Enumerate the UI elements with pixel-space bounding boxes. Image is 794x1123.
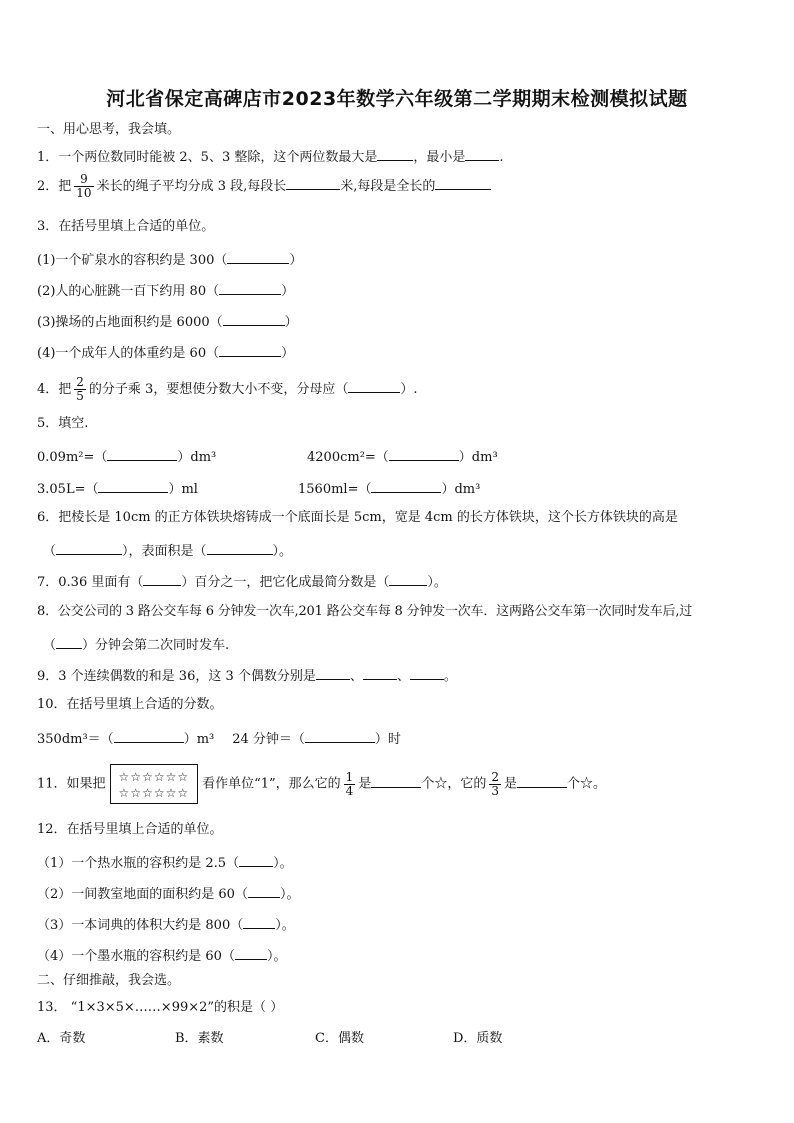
answer-blank[interactable]	[363, 665, 397, 680]
question-7: 7．0.36 里面有（ ）百分之一，把它化成最简分数是（ ）。	[37, 571, 447, 592]
answer-blank[interactable]	[389, 446, 459, 461]
fraction: $\frac{2}{5}$	[76, 375, 84, 403]
answer-blank[interactable]	[219, 280, 281, 295]
question-9: 9．3 个连续偶数的和是 36，这 3 个偶数分别是 、 、 。	[37, 665, 457, 686]
answer-blank[interactable]	[371, 773, 421, 788]
answer-blank[interactable]	[143, 571, 181, 586]
question-8: 8．公交公司的 3 路公交车每 6 分钟发一次车,201 路公交车每 8 分钟发一次车．这两路公交车第一次同时发车后,过	[37, 604, 693, 619]
answer-blank[interactable]	[235, 945, 267, 960]
question-6-cont: （ ），表面积是（ ）。	[43, 540, 292, 561]
question-3-item-2: (2)人的心脏跳一百下约用 80（ ）	[37, 280, 294, 301]
question-13: 13． “1×3×5×……×99×2”的积是（ ）	[37, 1000, 284, 1015]
answer-blank[interactable]	[56, 634, 82, 649]
option-b[interactable]: B．素数	[175, 1031, 224, 1046]
question-3-stem: 3．在括号里填上合适的单位。	[37, 219, 215, 234]
answer-blank[interactable]	[286, 175, 340, 190]
answer-blank[interactable]	[305, 728, 375, 743]
answer-blank[interactable]	[517, 773, 567, 788]
fraction: $\frac{1}{4}$	[345, 769, 354, 798]
question-8-cont: （ ）分钟会第二次同时发车.	[43, 634, 229, 655]
answer-blank[interactable]	[348, 378, 400, 393]
question-12-stem: 12．在括号里填上合适的单位。	[37, 822, 223, 837]
question-5-row-2b: 1560ml=（ ）dm³	[298, 478, 480, 499]
question-10-stem: 10．在括号里填上合适的分数。	[37, 697, 223, 712]
answer-blank[interactable]	[248, 883, 280, 898]
fraction: $\frac{2}{3}$	[491, 769, 499, 798]
question-3-item-1: (1)一个矿泉水的容积约是 300（ ）	[37, 249, 302, 270]
answer-blank[interactable]	[389, 571, 427, 586]
answer-blank[interactable]	[410, 665, 444, 680]
option-c[interactable]: C．偶数	[315, 1031, 364, 1046]
answer-blank[interactable]	[114, 728, 184, 743]
question-11: 11．如果把 ☆☆☆☆☆☆ ☆☆☆☆☆☆ 看作单位“1”，那么它的 $\frac{1}{4}$ 是 个☆，它的 $\frac{2}{3}$ 是 个☆。	[37, 764, 606, 804]
answer-blank[interactable]	[98, 478, 168, 493]
question-10-row: 350dm³＝（ ）m³ 24 分钟＝（ ）时	[37, 728, 401, 749]
option-a[interactable]: A．奇数	[37, 1031, 86, 1046]
answer-blank[interactable]	[107, 446, 177, 461]
answer-blank[interactable]	[239, 852, 273, 867]
question-5-row-1b: 4200cm²=（ ）dm³	[307, 446, 498, 467]
question-5-row-2: 3.05L=（ ）ml	[37, 478, 198, 499]
question-5-stem: 5．填空.	[37, 416, 89, 431]
question-2: 2．把 $\frac{9}{10}$ 米长的绳子平均分成 3 段,每段长 米,每段是全长的	[37, 173, 491, 200]
question-12-item-1: （1）一个热水瓶的容积约是 2.5（ ）。	[37, 852, 293, 873]
question-12-item-2: （2）一间教室地面的面积约是 60（ ）。	[37, 883, 299, 904]
question-3-item-3: (3)操场的占地面积约是 6000（ ）	[37, 311, 298, 332]
answer-blank[interactable]	[219, 342, 281, 357]
star-box: ☆☆☆☆☆☆ ☆☆☆☆☆☆	[110, 764, 199, 804]
question-12-item-4: （4）一个墨水瓶的容积约是 60（ ）。	[37, 945, 286, 966]
answer-blank[interactable]	[56, 540, 122, 555]
section-2-heading: 二、仔细推敲，我会选。	[37, 973, 181, 988]
answer-blank[interactable]	[207, 540, 273, 555]
answer-blank[interactable]	[316, 665, 350, 680]
answer-blank[interactable]	[435, 175, 491, 190]
question-1: 1．一个两位数同时能被 2、5、3 整除，这个两位数最大是 ，最小是 .	[37, 146, 504, 167]
answer-blank[interactable]	[227, 249, 289, 264]
question-13-options	[37, 1030, 502, 1048]
page-title: 河北省保定高碑店市2023年数学六年级第二学期期末检测模拟试题	[106, 88, 688, 110]
option-d[interactable]: D．质数	[453, 1031, 503, 1046]
fraction: $\frac{9}{10}$	[76, 172, 92, 200]
section-1-heading: 一、用心思考，我会填。	[37, 122, 181, 137]
answer-blank[interactable]	[223, 311, 285, 326]
question-3-item-4: (4)一个成年人的体重约是 60（ ）	[37, 342, 294, 363]
question-5-row-1: 0.09m²=（ ）dm³	[37, 446, 216, 467]
question-4: 4．把 $\frac{2}{5}$ 的分子乘 3，要想使分数大小不变，分母应（ ）.	[37, 375, 418, 403]
question-6: 6．把棱长是 10cm 的正方体铁块熔铸成一个底面长是 5cm，宽是 4cm 的长方体铁块，这个长方体铁块的高是	[37, 510, 678, 525]
answer-blank[interactable]	[243, 914, 275, 929]
answer-blank[interactable]	[465, 146, 499, 161]
question-12-item-3: （3）一本词典的体积大约是 800（ ）。	[37, 914, 295, 935]
answer-blank[interactable]	[371, 478, 441, 493]
answer-blank[interactable]	[377, 146, 413, 161]
